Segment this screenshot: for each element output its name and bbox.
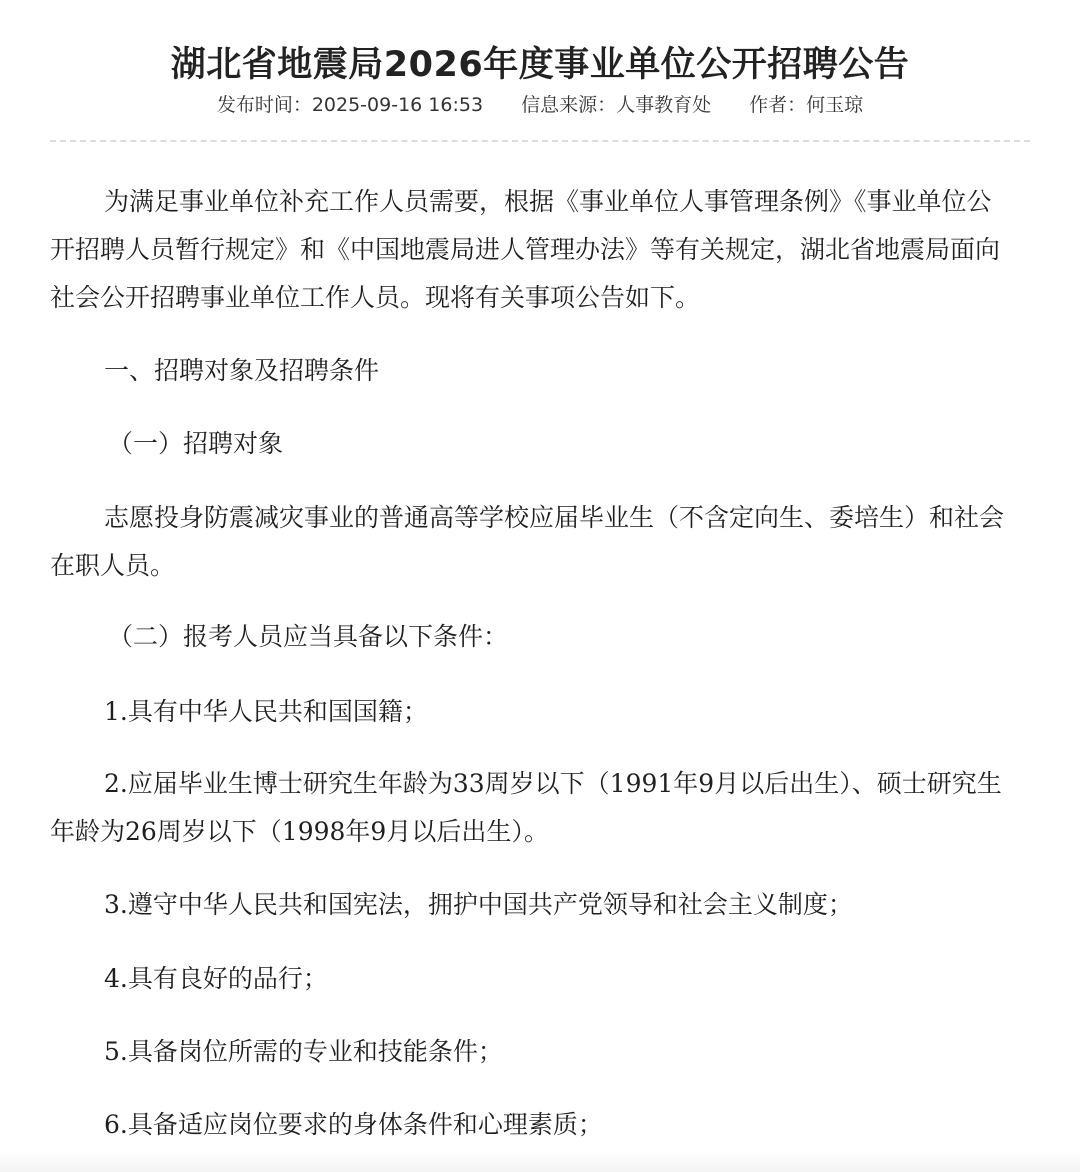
subsection-heading: （二）报考人员应当具备以下条件： [108, 622, 509, 651]
condition-item: 1.具有中华人民共和国国籍； [104, 697, 428, 726]
bottom-edge-shade [0, 1152, 1080, 1172]
intro-paragraph: 为满足事业单位补充工作人员需要，根据《事业单位人事管理条例》《事业单位公开招聘人员暂行规定》和《中国地震局进人管理办法》等有关规定，湖北省地震局面向社会公开招聘事业单位工作人员。现将有关事项公告如下。 [50, 187, 1001, 312]
publish-time: 发布时间：2025-09-16 16:53 [216, 94, 484, 116]
info-source: 信息来源：人事教育处 [521, 94, 712, 116]
meta-divider [50, 140, 1030, 142]
condition-item: 6.具备适应岗位要求的身体条件和心理素质； [104, 1110, 603, 1139]
author: 作者：何玉琼 [749, 94, 864, 116]
section-heading: 一、招聘对象及招聘条件 [104, 356, 380, 385]
condition-item: 2.应届毕业生博士研究生年龄为33周岁以下（1991年9月以后出生）、硕士研究生年龄为26周岁以下（1998年9月以后出生）。 [50, 769, 1002, 846]
condition-item: 3.遵守中华人民共和国宪法，拥护中国共产党领导和社会主义制度； [104, 890, 853, 919]
recruitment-target-paragraph: 志愿投身防震减灾事业的普通高等学校应届毕业生（不含定向生、委培生）和社会在职人员。 [50, 503, 1005, 580]
article-meta [0, 90, 1080, 120]
condition-item: 5.具备岗位所需的专业和技能条件； [104, 1037, 503, 1066]
condition-item: 4.具有良好的品行； [104, 964, 328, 993]
subsection-heading: （一）招聘对象 [108, 429, 284, 458]
article-title: 湖北省地震局2026年度事业单位公开招聘公告 [170, 45, 910, 86]
